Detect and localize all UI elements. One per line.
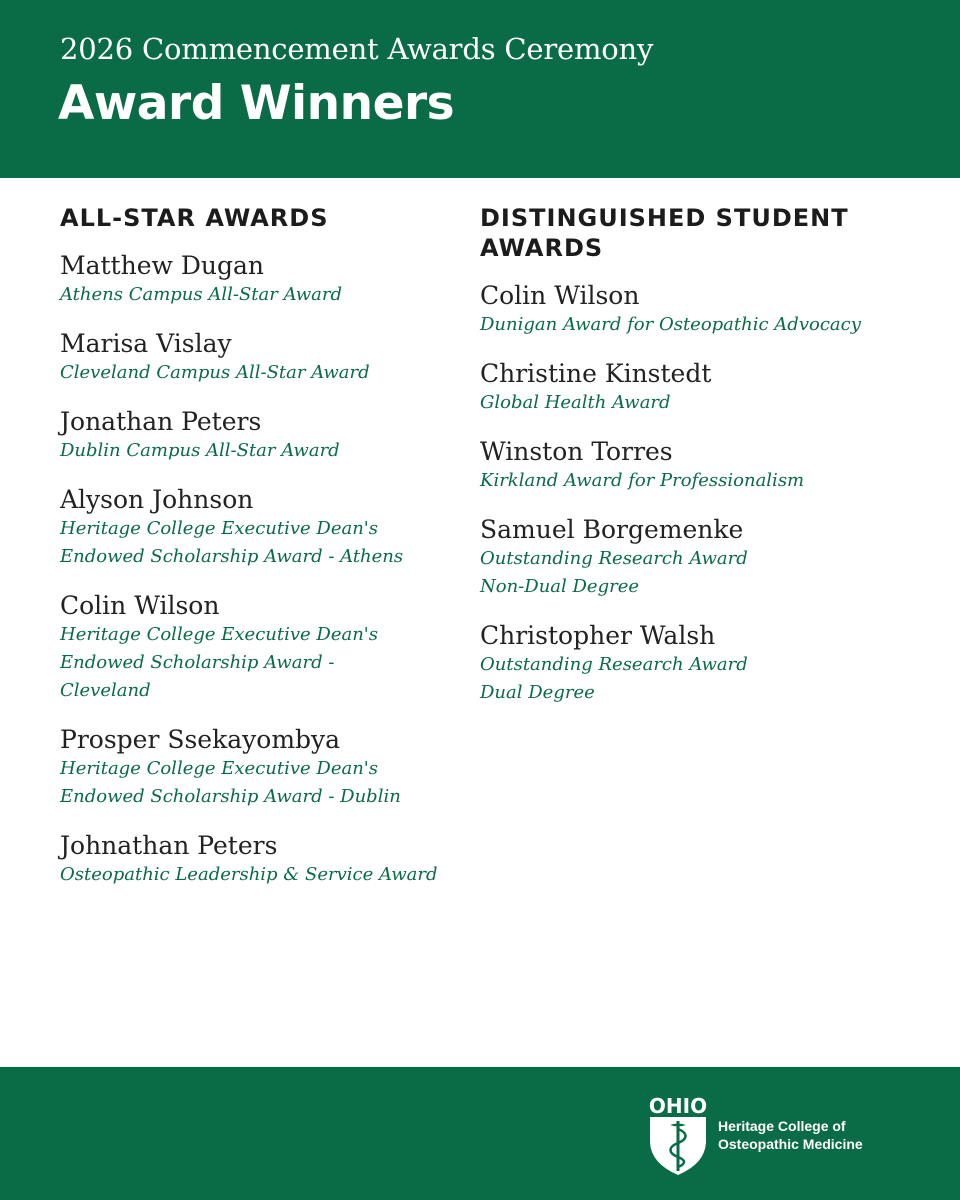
award-title: Osteopathic Leadership & Service Award bbox=[60, 864, 438, 885]
award-entry bbox=[60, 725, 460, 811]
recipient-name: Jonathan Peters bbox=[60, 407, 262, 436]
college-name bbox=[718, 1117, 863, 1153]
header-banner bbox=[0, 0, 960, 178]
award-entry bbox=[480, 281, 920, 339]
award-title: Heritage College Executive Dean's Endowed Scholarship Award - Dublin bbox=[60, 758, 401, 807]
award-title: Dublin Campus All-Star Award bbox=[60, 440, 340, 461]
award-entry bbox=[60, 831, 460, 889]
award-entry bbox=[60, 251, 460, 309]
logo-wordmark: OHIO bbox=[648, 1095, 708, 1118]
page-title: Award Winners bbox=[58, 76, 455, 131]
recipient-name: Prosper Ssekayombya bbox=[60, 725, 341, 754]
all-star-awards-column bbox=[60, 203, 460, 909]
section-heading-distinguished: DISTINGUISHED STUDENT AWARDS bbox=[480, 204, 849, 262]
footer-banner bbox=[0, 1067, 960, 1200]
ceremony-subtitle: 2026 Commencement Awards Ceremony bbox=[60, 32, 654, 66]
award-entry bbox=[60, 485, 460, 571]
award-title: Athens Campus All-Star Award bbox=[60, 284, 343, 305]
award-title: Heritage College Executive Dean's Endowed Scholarship Award - Cleveland bbox=[60, 624, 378, 701]
recipient-name: Alyson Johnson bbox=[60, 485, 254, 514]
recipient-name: Christine Kinstedt bbox=[480, 359, 712, 388]
college-name-line-2: Osteopathic Medicine bbox=[718, 1136, 863, 1152]
caduceus-shield-icon bbox=[648, 1095, 708, 1177]
award-title: Heritage College Executive Dean's Endowed Scholarship Award - Athens bbox=[60, 518, 404, 567]
recipient-name: Samuel Borgemenke bbox=[480, 515, 744, 544]
award-entry bbox=[480, 515, 920, 601]
recipient-name: Matthew Dugan bbox=[60, 251, 264, 280]
award-entry bbox=[480, 621, 920, 707]
award-entry bbox=[60, 591, 460, 705]
award-title: Outstanding Research Award Dual Degree bbox=[480, 654, 748, 703]
section-heading-all-star: ALL-STAR AWARDS bbox=[60, 204, 329, 232]
award-title: Outstanding Research Award Non-Dual Degree bbox=[480, 548, 748, 597]
award-entry bbox=[480, 437, 920, 495]
award-title: Cleveland Campus All-Star Award bbox=[60, 362, 370, 383]
distinguished-student-awards-column bbox=[480, 203, 920, 727]
recipient-name: Marisa Vislay bbox=[60, 329, 232, 358]
award-entry bbox=[480, 359, 920, 417]
recipient-name: Colin Wilson bbox=[60, 591, 220, 620]
award-title: Kirkland Award for Professionalism bbox=[480, 470, 805, 491]
award-entry bbox=[60, 329, 460, 387]
award-title: Global Health Award bbox=[480, 392, 671, 413]
award-entry bbox=[60, 407, 460, 465]
recipient-name: Johnathan Peters bbox=[60, 831, 278, 860]
recipient-name: Christopher Walsh bbox=[480, 621, 716, 650]
recipient-name: Winston Torres bbox=[480, 437, 673, 466]
college-name-line-1: Heritage College of bbox=[718, 1118, 846, 1134]
award-title: Dunigan Award for Osteopathic Advocacy bbox=[480, 314, 861, 335]
recipient-name: Colin Wilson bbox=[480, 281, 640, 310]
